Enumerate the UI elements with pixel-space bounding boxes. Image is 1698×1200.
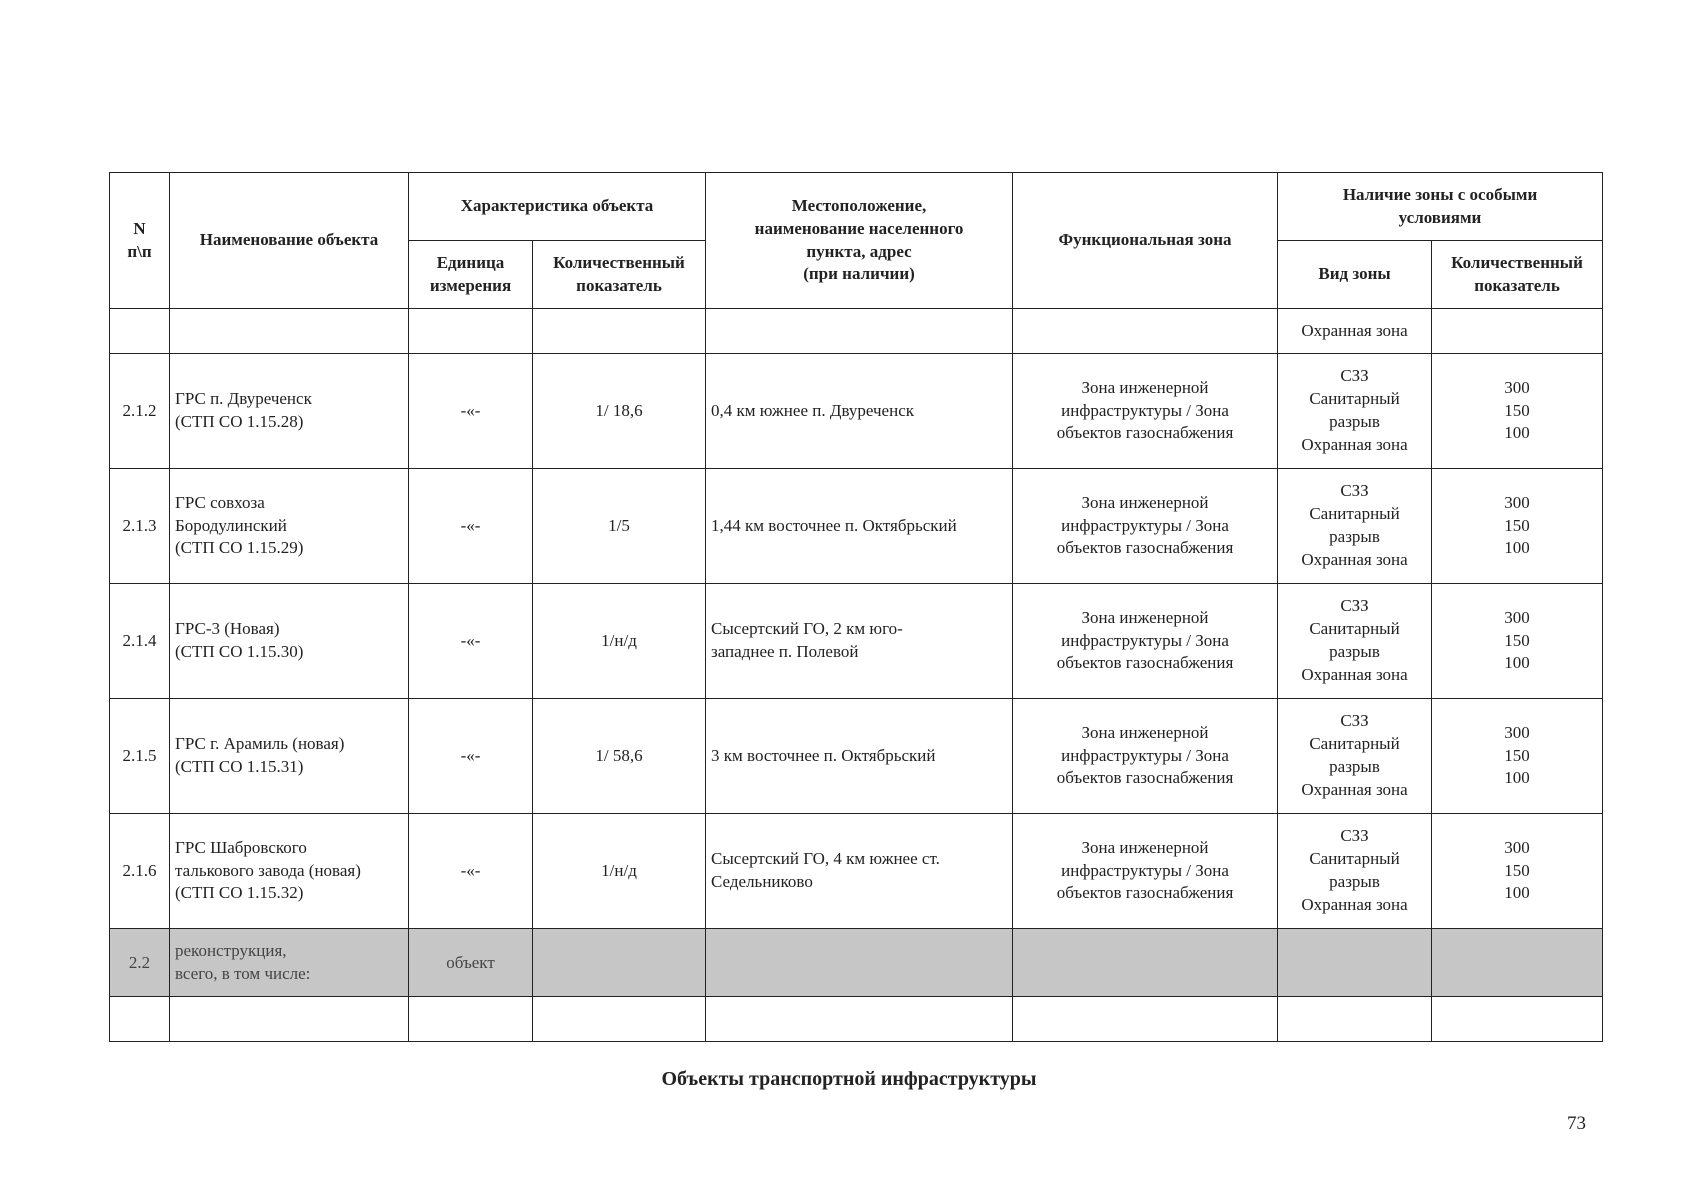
header-unit: Единица измерения bbox=[409, 241, 533, 309]
location-cell: 0,4 км южнее п. Двуреченск bbox=[706, 354, 1013, 469]
header-num: N п\п bbox=[110, 173, 170, 309]
header-location: Местоположение, наименование населенного пункта, адрес (при наличии) bbox=[706, 173, 1013, 309]
table-row bbox=[110, 309, 1603, 354]
section-title: Объекты транспортной инфраструктуры bbox=[661, 1068, 1037, 1090]
zone-quantity-cell: 300 150 100 bbox=[1432, 814, 1603, 929]
function-zone-cell: Зона инженерной инфраструктуры / Зона объектов газоснабжения bbox=[1013, 584, 1278, 699]
zone-type-cell: СЗЗ Санитарный разрыв Охранная зона bbox=[1278, 354, 1432, 469]
function-zone-cell: Зона инженерной инфраструктуры / Зона объектов газоснабжения bbox=[1013, 354, 1278, 469]
object-name: ГРС п. Двуреченск (СТП СО 1.15.28) bbox=[170, 354, 409, 469]
object-name: ГРС Шабровского талькового завода (новая) (СТП СО 1.15.32) bbox=[170, 814, 409, 929]
objects-table bbox=[109, 172, 1603, 1042]
location-cell: 1,44 км восточнее п. Октябрьский bbox=[706, 469, 1013, 584]
location-cell: Сысертский ГО, 4 км южнее ст. Седельниково bbox=[706, 814, 1013, 929]
table-row bbox=[110, 354, 1603, 469]
header-quantity: Количественный показатель bbox=[533, 241, 706, 309]
function-zone-cell: Зона инженерной инфраструктуры / Зона объектов газоснабжения bbox=[1013, 699, 1278, 814]
header-special-zone: Наличие зоны с особыми условиями bbox=[1278, 173, 1603, 241]
table-row bbox=[110, 469, 1603, 584]
row-num: 2.2 bbox=[110, 929, 170, 997]
quantity-cell: 1/5 bbox=[533, 469, 706, 584]
unit-cell: объект bbox=[409, 929, 533, 997]
row-num: 2.1.6 bbox=[110, 814, 170, 929]
header-zone-type: Вид зоны bbox=[1278, 241, 1432, 309]
header-characteristic: Характеристика объекта bbox=[409, 173, 706, 241]
zone-quantity-cell: 300 150 100 bbox=[1432, 354, 1603, 469]
zone-type-cell: СЗЗ Санитарный разрыв Охранная зона bbox=[1278, 814, 1432, 929]
page-number: 73 bbox=[1567, 1113, 1586, 1134]
zone-quantity-cell: 300 150 100 bbox=[1432, 584, 1603, 699]
zone-type-cell: СЗЗ Санитарный разрыв Охранная зона bbox=[1278, 584, 1432, 699]
location-cell: Сысертский ГО, 2 км юго- западнее п. Полевой bbox=[706, 584, 1013, 699]
zone-type-cell: Охранная зона bbox=[1278, 309, 1432, 354]
row-num: 2.1.5 bbox=[110, 699, 170, 814]
zone-quantity-cell: 300 150 100 bbox=[1432, 699, 1603, 814]
object-name: ГРС г. Арамиль (новая) (СТП СО 1.15.31) bbox=[170, 699, 409, 814]
table-row bbox=[110, 584, 1603, 699]
table-row bbox=[110, 699, 1603, 814]
object-name: ГРС-3 (Новая) (СТП СО 1.15.30) bbox=[170, 584, 409, 699]
zone-type-cell: СЗЗ Санитарный разрыв Охранная зона bbox=[1278, 699, 1432, 814]
summary-row bbox=[110, 929, 1603, 997]
header-function-zone: Функциональная зона bbox=[1013, 173, 1278, 309]
table-row bbox=[110, 814, 1603, 929]
unit-cell: -«- bbox=[409, 699, 533, 814]
row-num: 2.1.4 bbox=[110, 584, 170, 699]
zone-type-cell: СЗЗ Санитарный разрыв Охранная зона bbox=[1278, 469, 1432, 584]
function-zone-cell: Зона инженерной инфраструктуры / Зона объектов газоснабжения bbox=[1013, 814, 1278, 929]
unit-cell: -«- bbox=[409, 354, 533, 469]
function-zone-cell: Зона инженерной инфраструктуры / Зона объектов газоснабжения bbox=[1013, 469, 1278, 584]
object-name: ГРС совхоза Бородулинский (СТП СО 1.15.29) bbox=[170, 469, 409, 584]
object-name: реконструкция, всего, в том числе: bbox=[170, 929, 409, 997]
unit-cell: -«- bbox=[409, 469, 533, 584]
row-num: 2.1.3 bbox=[110, 469, 170, 584]
header-name: Наименование объекта bbox=[170, 173, 409, 309]
unit-cell: -«- bbox=[409, 584, 533, 699]
location-cell: 3 км восточнее п. Октябрьский bbox=[706, 699, 1013, 814]
header-zone-quantity: Количественный показатель bbox=[1432, 241, 1603, 309]
quantity-cell: 1/ 18,6 bbox=[533, 354, 706, 469]
zone-quantity-cell: 300 150 100 bbox=[1432, 469, 1603, 584]
table-row bbox=[110, 997, 1603, 1042]
quantity-cell: 1/ 58,6 bbox=[533, 699, 706, 814]
row-num: 2.1.2 bbox=[110, 354, 170, 469]
quantity-cell: 1/н/д bbox=[533, 814, 706, 929]
unit-cell: -«- bbox=[409, 814, 533, 929]
quantity-cell: 1/н/д bbox=[533, 584, 706, 699]
